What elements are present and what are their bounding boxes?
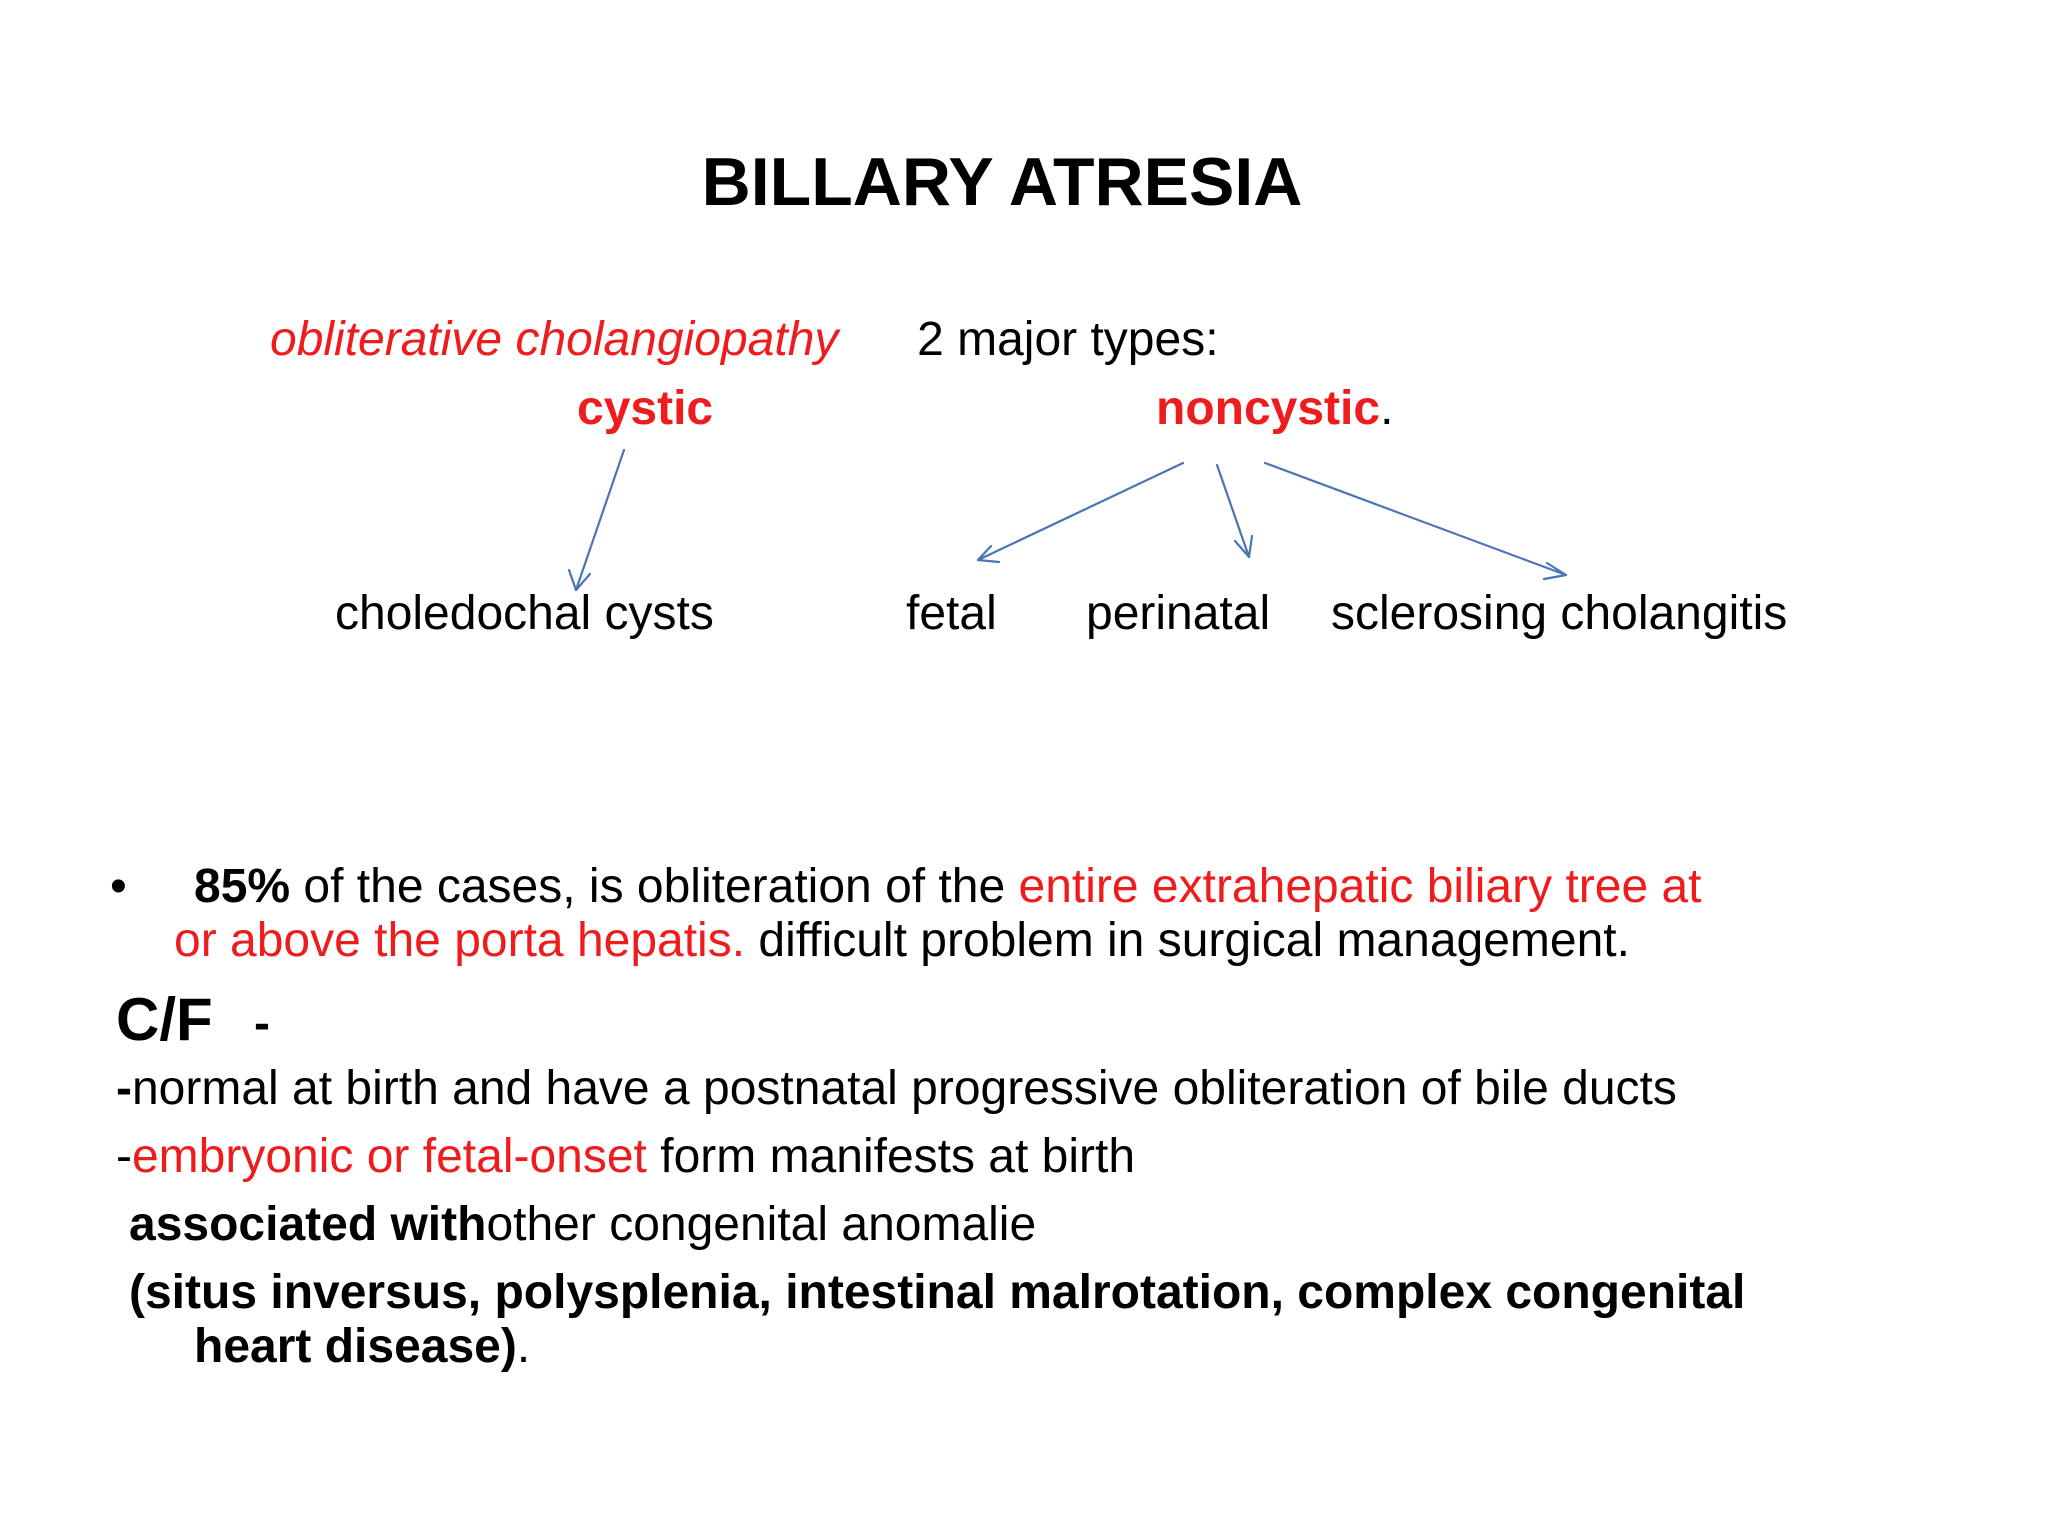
leaf-choledochal-cysts: choledochal cysts <box>335 587 714 640</box>
cf-dash: - <box>254 997 270 1050</box>
cf-heading: C/F <box>116 986 213 1053</box>
line-heart-disease <box>194 1320 531 1373</box>
line-heart-period: . <box>516 1320 531 1373</box>
bullet-text-1: of the cases, is obliteration of the <box>290 860 1019 913</box>
type-noncystic-label: noncystic <box>1156 382 1381 435</box>
line-normal-text: normal at birth and have a postnatal progressive obliteration of bile ducts <box>131 1062 1677 1115</box>
types-label: 2 major types: <box>917 313 1219 366</box>
bullet-marker: • <box>110 860 127 913</box>
type-cystic: cystic <box>577 382 714 435</box>
bullet-text-2: difficult problem in surgical management. <box>745 914 1630 967</box>
line-normal-dash: - <box>116 1062 132 1115</box>
bullet-red-1: entire extrahepatic biliary tree at <box>1018 860 1702 913</box>
type-noncystic-period: . <box>1380 382 1394 435</box>
bullet-red-2: or above the porta hepatis. <box>174 914 746 967</box>
arrow-cystic-to-choledochal <box>569 450 624 590</box>
arrow-noncystic-to-sclerosing <box>1265 463 1566 579</box>
line-heart-bold: heart disease) <box>194 1320 517 1373</box>
line-normal-at-birth <box>116 1062 1677 1115</box>
leaf-sclerosing-cholangitis: sclerosing cholangitis <box>1331 587 1788 640</box>
leaf-perinatal: perinatal <box>1086 587 1271 640</box>
line-associated-bold: associated with <box>129 1198 487 1251</box>
line-embryonic <box>116 1130 1136 1183</box>
bullet-percent: 85% <box>194 860 291 913</box>
line-embryonic-red: embryonic or fetal-onset <box>131 1130 647 1183</box>
arrow-noncystic-to-perinatal <box>1217 465 1252 557</box>
arrow-noncystic-to-fetal <box>978 463 1183 562</box>
line-situs-inversus: (situs inversus, polysplenia, intestinal malrotation, complex congenital <box>129 1266 1746 1319</box>
leaf-fetal: fetal <box>906 587 997 640</box>
slide-title: BILLARY ATRESIA <box>701 144 1303 220</box>
definition-term: obliterative cholangiopathy <box>270 313 839 366</box>
line-embryonic-text: form manifests at birth <box>646 1130 1136 1183</box>
line-associated <box>129 1198 1037 1251</box>
bullet-text <box>174 860 1994 968</box>
line-associated-text: other congenital anomalie <box>486 1198 1037 1251</box>
line-embryonic-dash: - <box>116 1130 132 1183</box>
bullet-continuation <box>174 914 1994 968</box>
